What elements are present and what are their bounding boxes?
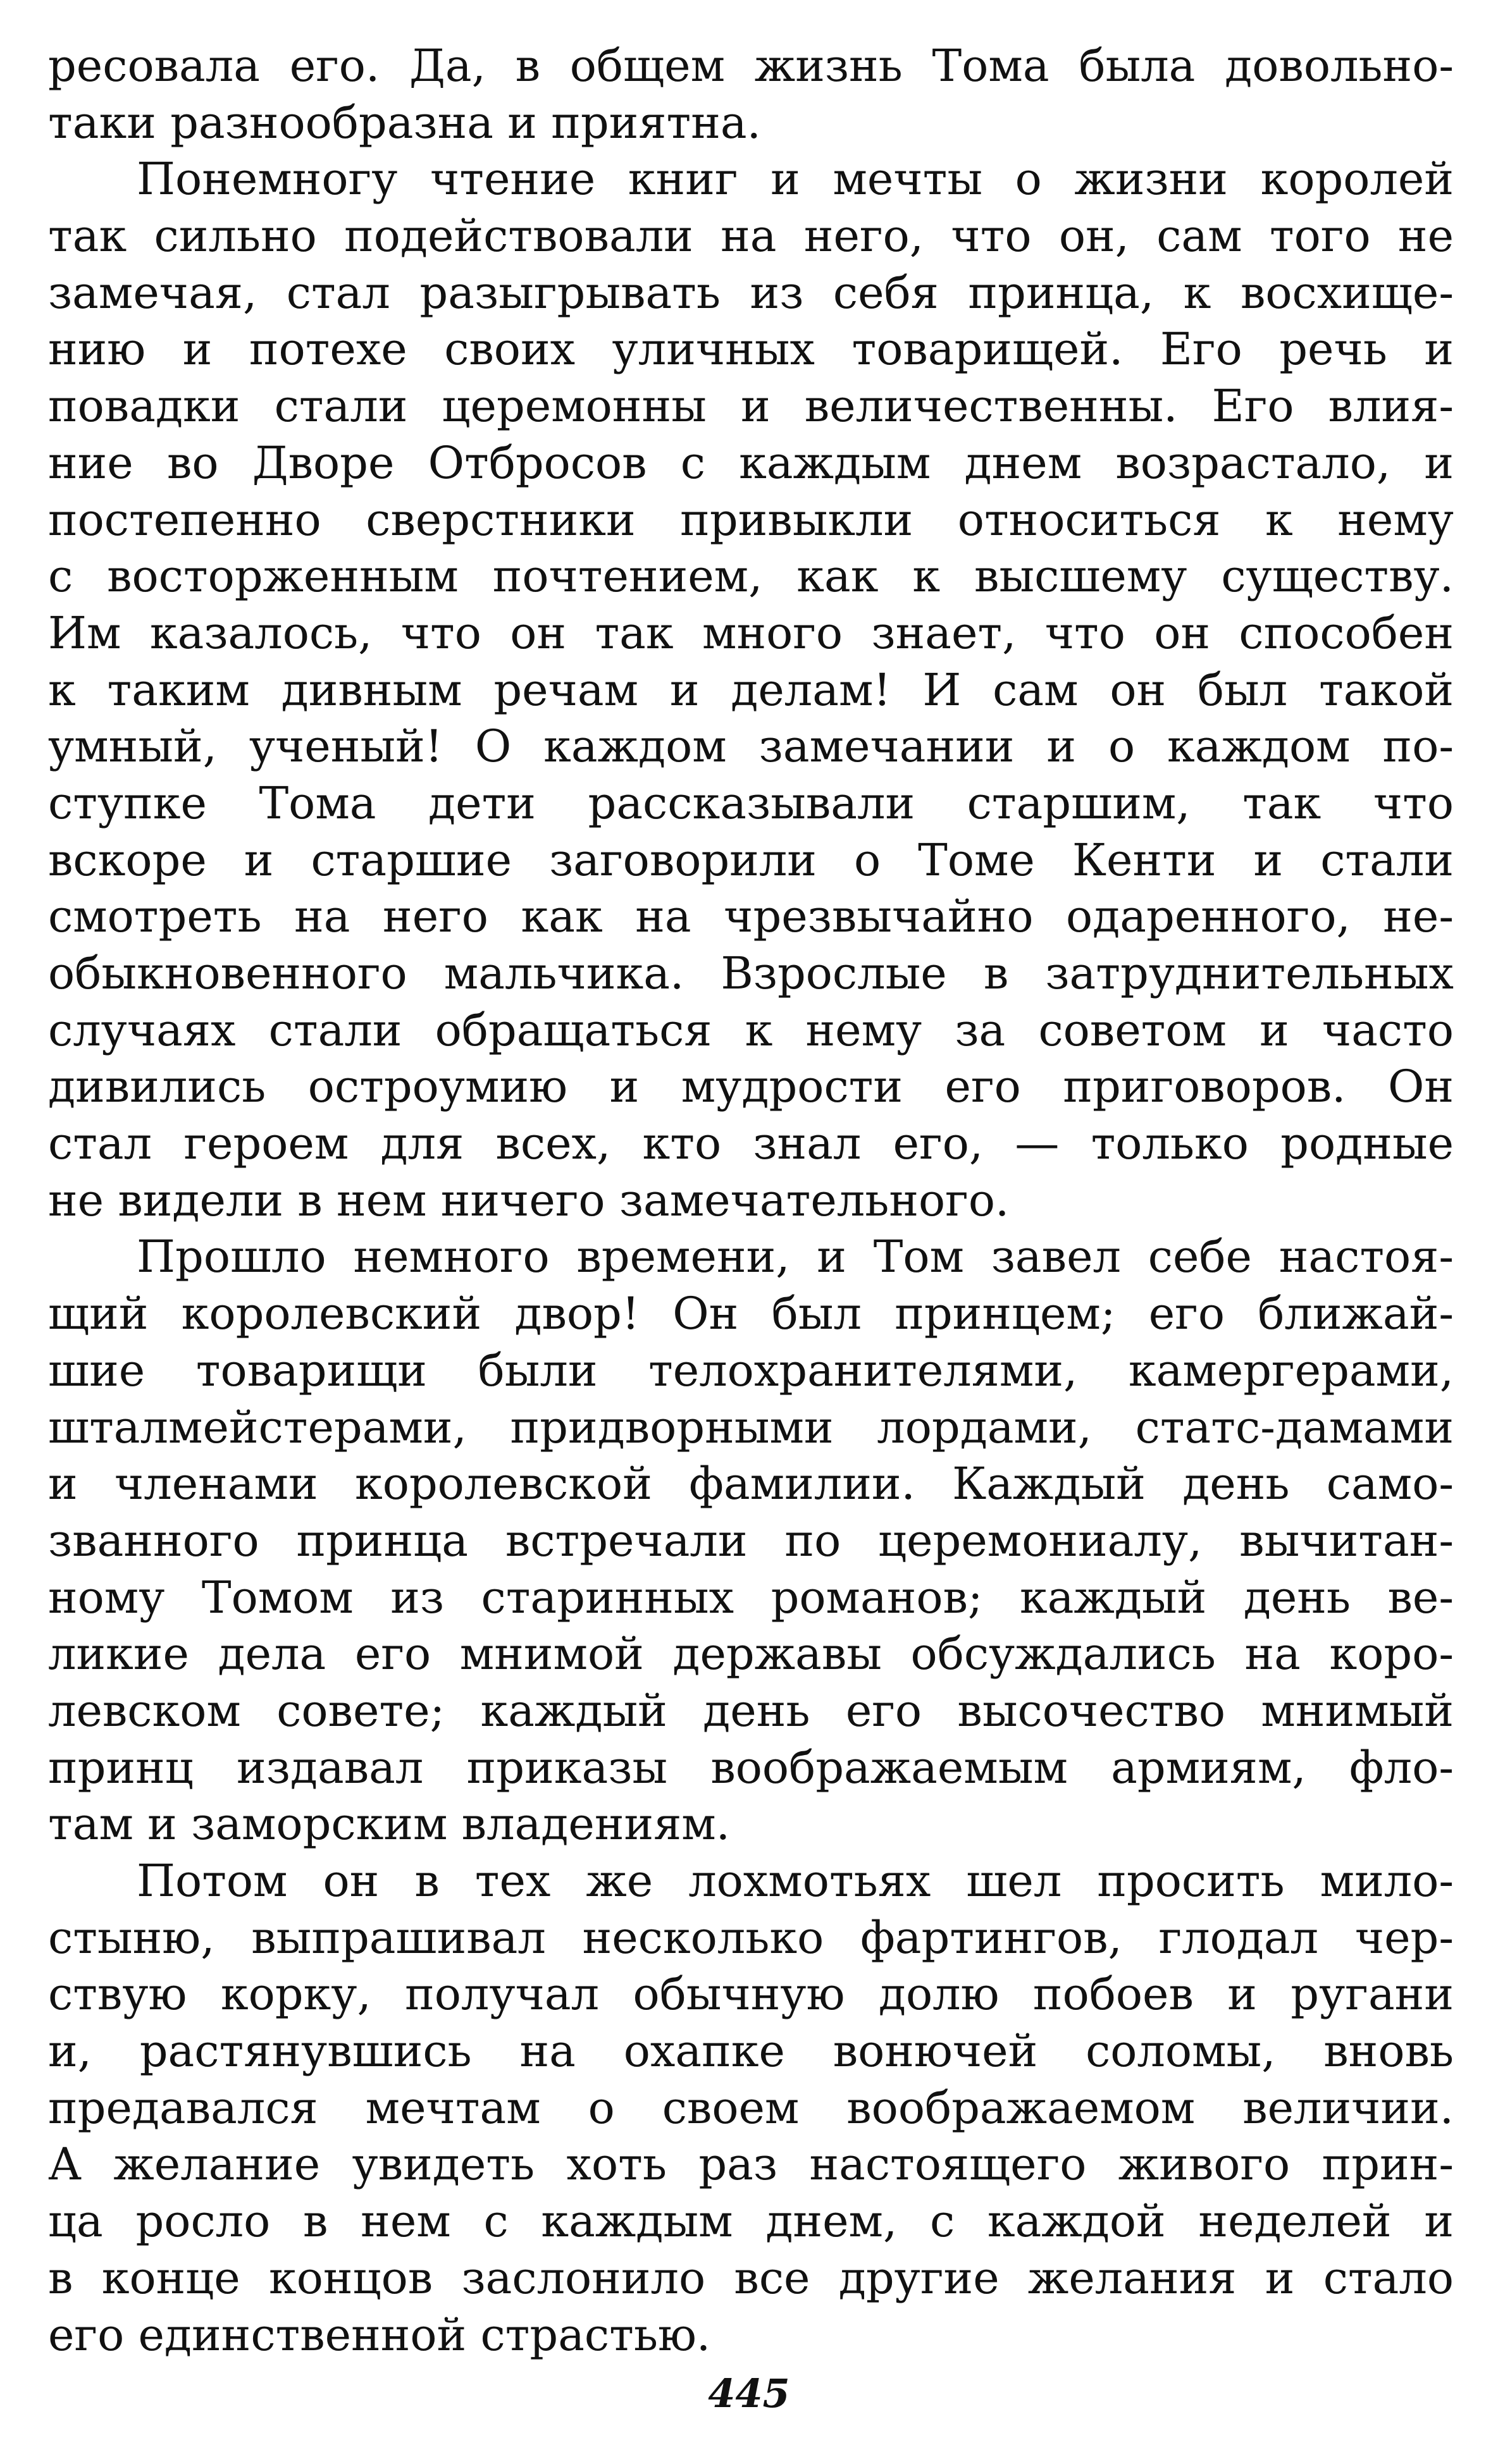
text-line: умный, ученый! О каждом замечании и о каждом по- [48,720,1454,773]
text-line: вскоре и старшие заговорили о Томе Кенти и стали [48,834,1454,886]
text-line: стыню, выпрашивал несколько фартингов, глодал чер- [48,1911,1454,1964]
text-line: постепенно сверстники привыкли относиться к нему [48,493,1454,546]
text-line: таки разнообразна и приятна. [48,96,761,149]
text-line: предавался мечтам о своем воображаемом величии. [48,2081,1454,2134]
text-line: щий королевский двор! Он был принцем; его ближай- [48,1288,1454,1340]
text-line: его единственной страстью. [48,2308,711,2361]
text-line: так сильно подействовали на него, что он, сам того не [48,210,1454,262]
text-line: не видели в нем ничего замечательного. [48,1174,1010,1226]
text-line: смотреть на него как на чрезвычайно одаренного, не- [48,890,1454,943]
text-line: повадки стали церемонны и величественны. Его влия- [48,380,1454,433]
text-line: Потом он в тех же лохмотьях шел просить мило- [137,1855,1454,1907]
text-line: и, растянувшись на охапке вонючей соломы, вновь [48,2025,1454,2078]
text-line: Понемногу чтение книг и мечты о жизни королей [137,153,1454,206]
text-line: принц издавал приказы воображаемым армиям, фло- [48,1741,1454,1794]
text-line: обыкновенного мальчика. Взрослые в затруднительных [48,947,1454,999]
text-line: там и заморским владениям. [48,1798,730,1851]
text-line: стал героем для всех, кто знал его, — только родные [48,1118,1454,1170]
text-line: в конце концов заслонило все другие желания и стало [48,2251,1454,2304]
text-line: нию и потехе своих уличных товарищей. Его речь и [48,323,1454,376]
text-line: Прошло немного времени, и Том завел себе настоя- [137,1231,1454,1283]
text-line: Им казалось, что он так много знает, что он способен [48,607,1454,659]
text-line: и членами королевской фамилии. Каждый день само- [48,1458,1454,1510]
text-line: левском совете; каждый день его высочество мнимый [48,1684,1454,1737]
text-line: шталмейстерами, придворными лордами, статс-дамами [48,1401,1454,1453]
text-line: ступке Тома дети рассказывали старшим, так что [48,777,1454,829]
text-line: к таким дивным речам и делам! И сам он был такой [48,663,1454,716]
page-text-block [48,38,1454,2363]
text-line: шие товарищи были телохранителями, камергерами, [48,1344,1454,1396]
text-line: А желание увидеть хоть раз настоящего живого прин- [48,2138,1454,2191]
text-line: случаях стали обращаться к нему за советом и часто [48,1004,1454,1056]
text-line: ному Томом из старинных романов; каждый день ве- [48,1571,1454,1623]
text-line: званного принца встречали по церемониалу, вычитан- [48,1514,1454,1567]
text-line: ликие дела его мнимой державы обсуждались на коро- [48,1628,1454,1680]
text-line: с восторженным почтением, как к высшему существу. [48,550,1454,603]
page-number: 445 [708,2370,790,2417]
text-line: ца росло в нем с каждым днем, с каждой неделей и [48,2195,1454,2248]
text-line: дивились остроумию и мудрости его приговоров. Он [48,1061,1454,1113]
text-line: ресовала его. Да, в общем жизнь Тома была довольно- [48,40,1454,92]
text-line: ние во Дворе Отбросов с каждым днем возрастало, и [48,436,1454,489]
text-line: ствую корку, получал обычную долю побоев и ругани [48,1968,1454,2021]
text-line: замечая, стал разыгрывать из себя принца, к восхище- [48,266,1454,319]
